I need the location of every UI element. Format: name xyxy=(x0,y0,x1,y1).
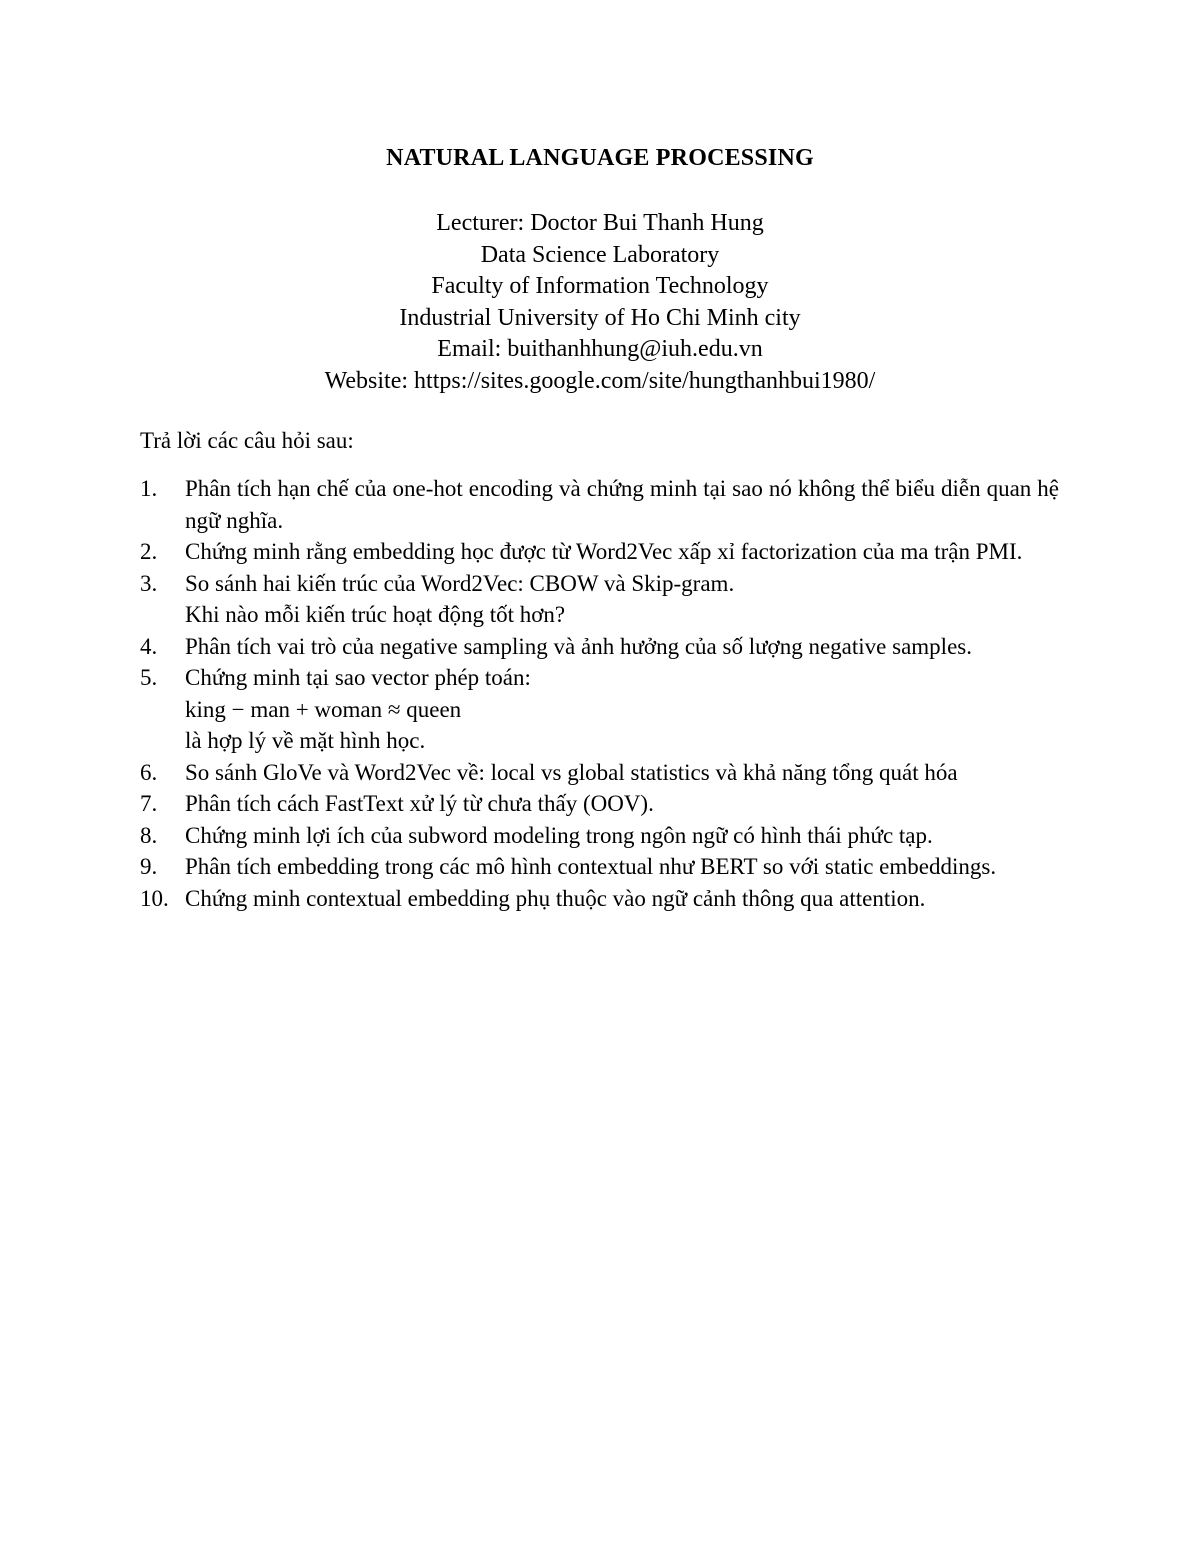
question-text: Chứng minh lợi ích của subword modeling trong ngôn ngữ có hình thái phức tạp. xyxy=(185,822,933,848)
question-number: 6. xyxy=(140,759,158,785)
question-number: 2. xyxy=(140,539,158,564)
lecturer-info xyxy=(0,208,1200,398)
question-item xyxy=(140,757,1059,789)
question-number: 7. xyxy=(140,791,158,816)
lecturer-name: Lecturer: Doctor Bui Thanh Hung xyxy=(436,210,764,236)
question-text: Chứng minh rằng embedding học được từ Word2Vec xấp xỉ factorization của ma trận PMI. xyxy=(185,539,1023,564)
email-text: Email: buithanhhung@iuh.edu.vn xyxy=(437,336,763,363)
university-name: Industrial University of Ho Chi Minh city xyxy=(399,304,801,331)
question-item xyxy=(140,788,1059,820)
document-title: NATURAL LANGUAGE PROCESSING xyxy=(386,145,814,171)
question-text: So sánh hai kiến trúc của Word2Vec: CBOW và Skip-gram. xyxy=(185,570,735,596)
question-item xyxy=(140,820,1059,852)
question-text: Chứng minh tại sao vector phép toán: xyxy=(185,665,531,690)
website-text: Website: https://sites.google.com/site/hungthanhbui1980/ xyxy=(324,367,876,394)
question-text-line-3: là hợp lý về mặt hình học. xyxy=(185,728,426,753)
question-number: 5. xyxy=(140,665,158,690)
lab-name: Data Science Laboratory xyxy=(480,241,720,268)
question-text: So sánh GloVe và Word2Vec về: local vs global statistics và khả năng tổng quát hóa xyxy=(185,759,958,785)
question-item xyxy=(140,851,1059,883)
question-item xyxy=(140,662,1059,757)
question-text: Phân tích vai trò của negative sampling và ảnh hưởng của số lượng negative samples. xyxy=(185,633,972,659)
question-number: 10. xyxy=(140,885,169,911)
document-header xyxy=(0,140,1200,398)
question-item xyxy=(140,536,1059,568)
question-number: 8. xyxy=(140,822,158,848)
questions-intro: Trả lời các câu hỏi sau: xyxy=(140,428,354,453)
question-text: Phân tích cách FastText xử lý từ chưa thấy (OOV). xyxy=(185,791,654,816)
question-number: 4. xyxy=(140,633,158,659)
question-text: Phân tích hạn chế của one-hot encoding và chứng minh tại sao nó không thể biểu diễn quan hệ ngữ nghĩa. xyxy=(185,476,1059,533)
question-list xyxy=(140,473,1059,914)
question-formula: king − man + woman ≈ queen xyxy=(185,696,462,722)
question-number: 3. xyxy=(140,570,158,596)
question-item xyxy=(140,883,1059,915)
faculty-name: Faculty of Information Technology xyxy=(431,273,769,300)
question-item xyxy=(140,568,1059,631)
question-item xyxy=(140,631,1059,663)
question-number: 1. xyxy=(140,476,158,501)
question-text: Phân tích embedding trong các mô hình contextual như BERT so với static embeddings. xyxy=(185,854,997,879)
question-text-line-2: Khi nào mỗi kiến trúc hoạt động tốt hơn? xyxy=(185,602,566,627)
question-item xyxy=(140,473,1059,536)
question-number: 9. xyxy=(140,854,158,879)
question-text: Chứng minh contextual embedding phụ thuộc vào ngữ cảnh thông qua attention. xyxy=(185,885,926,911)
